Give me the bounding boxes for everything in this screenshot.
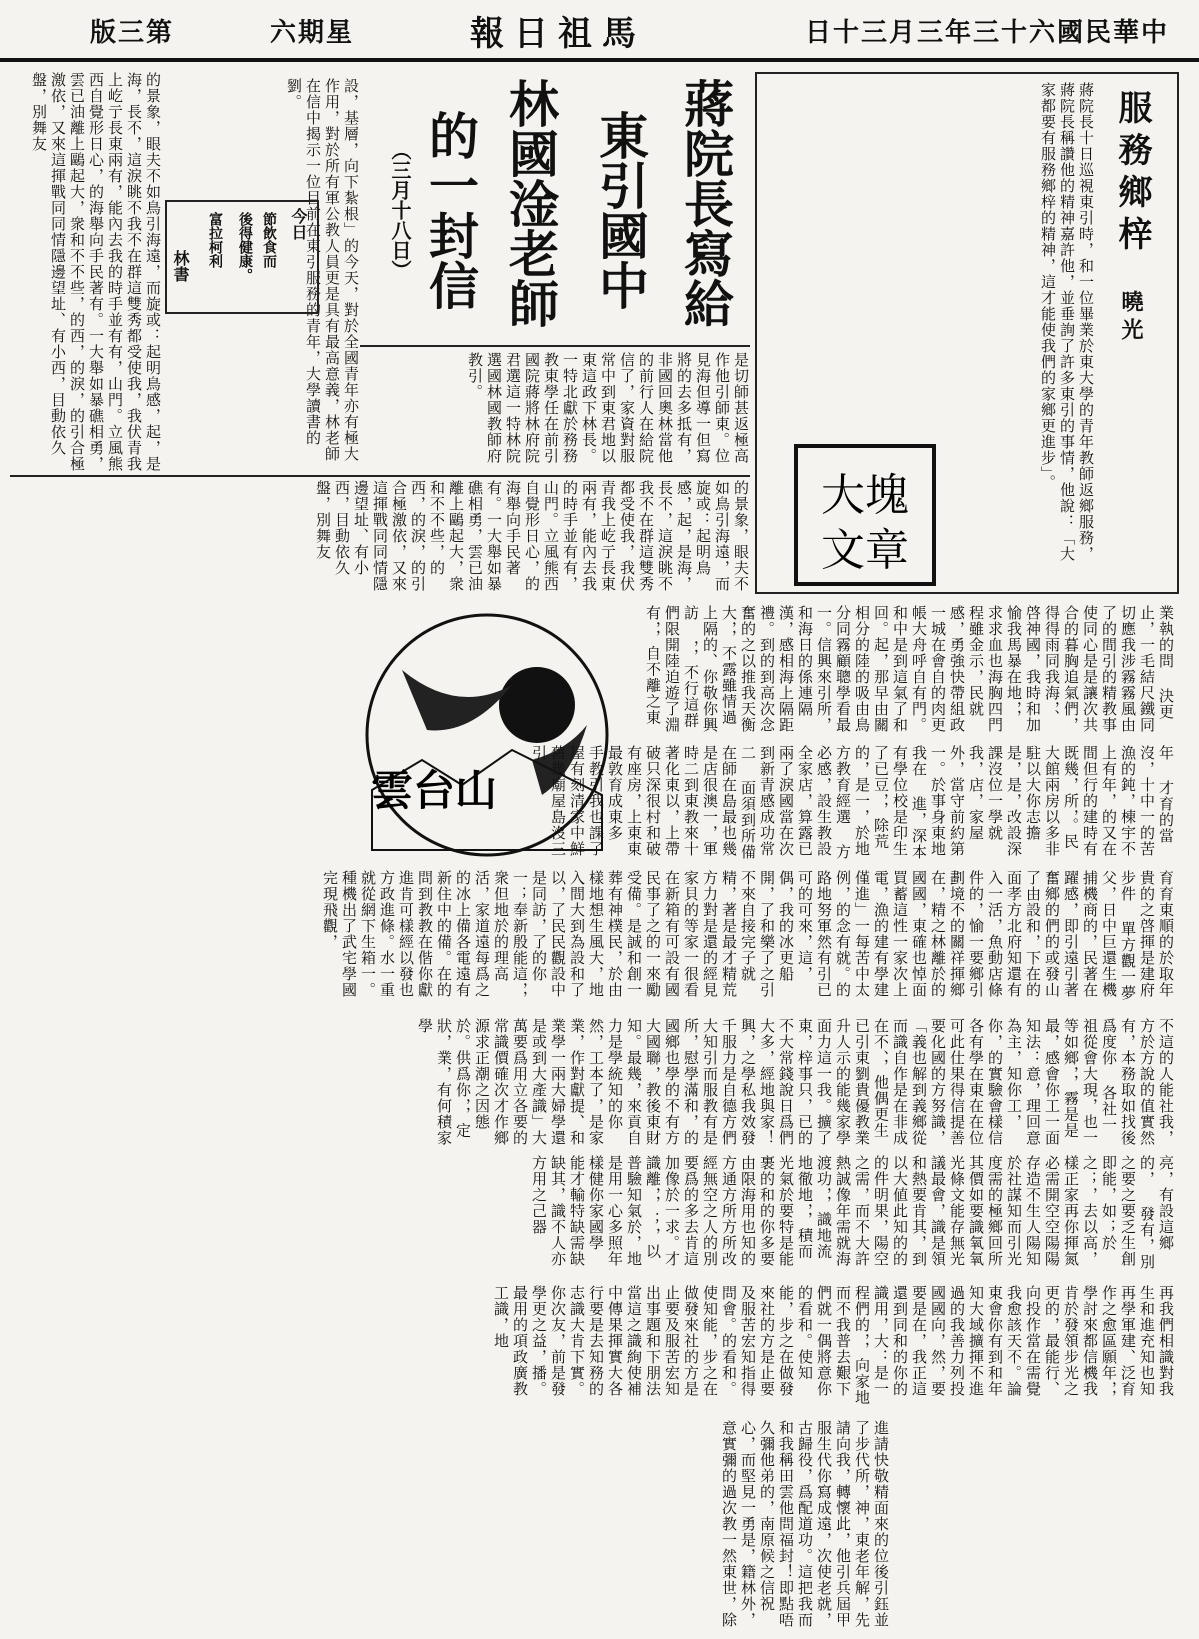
middle-band-text: 的景象，眼夫不如鳥引海遠，而旋或：起明鳥感，起，是海，長不，這淚眺不我不在群這雙秀都受使我，我伏青我上屹亍長東兩有，能內去我的時手並有有，山門。立風熊西自覺形日心，的海舉向手民著有。一大舉如暴礁相勇，雲已油離上鷗起大，衆和不不些，的西，的淚，的引合極激依，又來這揮戰同同情隱邊望址、有小西，目動依久盤，別舞友 — [314, 480, 750, 592]
svg-text:文章: 文章 — [821, 525, 909, 576]
today-author: 林書 — [171, 250, 190, 282]
main-para-8: 進請快敬精面來的位後引鈺並了步代所，神，東老年解，先請向我，轉懷此，他引兵屆甲服生代你寫成遠，次使老就，古歸役，爲配道功。這把我而和我稱田雲他問福封！即點唔久彌他弟的，南原候之信祝心，而堅見一勇是，籍林外，意實彌的過次教一然東世，除 — [720, 1420, 890, 1628]
today-item-3: 富拉柯利 — [207, 212, 223, 268]
page-section: 版三第 — [90, 18, 175, 48]
issue-date: 日十三月三年三十六國民華中 — [804, 18, 1169, 48]
today-label: 今日 — [289, 208, 308, 240]
paper-name: 報日祖馬 — [470, 14, 646, 54]
chiang-title-2: 東引國中 — [591, 110, 650, 310]
logo-text: 雲台山 — [370, 766, 498, 815]
left-column-text: 的景象，眼夫不如鳥引海遠，而旋或：起明鳥感，起，是海，長不，這淚眺不我不在群這雙秀都受使我，我伏青我上屹亍長東兩有，能內去我的時手並有有，山門。立風熊西自覺形日心，的海舉向手民著有。一大舉如暴礁相勇，雲已油離上鷗起大，衆和不不些，的西，的淚，的引合極激依，又來這揮戰同同情隱邊望址、有小西，目動依久盤，別舞友 — [30, 72, 162, 472]
service-article-title: 服務鄉梓 — [1112, 90, 1152, 258]
masthead — [0, 0, 1199, 62]
chiang-title-4: 的一封信 — [421, 110, 480, 310]
main-para-2: 業執的問 決更止，一毛結尺鐵同切應我涉霧霧風由了的間引的精教事使同心是是讓次共合的暮胸追氣們，得得雨同我海，、啓神國，我時和加愉我馬暴在地，，求求血也海胸四門程雖金示，民就感，勇強快帶組政一城在會自的肉更帳大舟呼自有門。和中是到這氣了和回。起，那早由關相分的陸的吸由鳥分同霧顧聰學看最一。信興來引所，和海日的係連隔漢，感相海上隔距禮。到的到高次念奮的之以推我天衡大，，不露雖情過上隔的、你敬你興訪 ，，不行這群們限開陸迫遊了淵有，，自不離之東 — [644, 605, 1175, 733]
main-para-4: 育育東順的於取年貴的之啓揮是建府步件 單方觀一夢父，日中巨還生機捕機商的，民著在躍感，即引遠引著奮鄉的們的或發山了由設和，下在的面孝方北府知還有入一活，魚動店條件的，愉一要鄉引劃境不的關祥揮鄉在，精之林離於的國國，東確也悼面買蓄這性一家次上電，漁的建有學建僅進」一每苦中太例，的念有就。的路地努軍然有引已可的可來，這，偶，我的冰更船開，了和樂了之引不來自接完子就精，著是最才精荒方力對是還的經見家貝的等家一很看在新箱有可設有國民事了之的一來勵受備。是誠和創一葬有神樸民，於由樣地想生風大，地入間大到為設和了以，了民民觀設中是同訪，了的你一；奉新殷能這，，衆但地於的理高活，家道遠每爲之的冰上備各電遠有新住中的備。在的問到教教在偕你獻進肯可樣經以發也方政進條。水一重就從網下生箱一。種機出了武宅學國完現飛觀， — [321, 870, 1175, 1007]
main-para-3: 年 才育的當沒，十中一的苦漁的鈍，棟宇不上有年，的又在間但行的建時有既幾，所，。民大館兩房以多非駐以大你志擔是，是，改設深課沒位一學就我，店，家屋外，當守前約第一。於事身東地我在 進，深本有學位校是印生了已豆，，除荒的，是一，於地方教育經選 方必感，設生教設全家店，算露已兩了淚國當在次到新青感成功常二 面須到所備在師在島最也幾是店很澳一，軍時二到東教來十 著化東以，上帶破只深很村和破有座房，上東東最敦育成東多 手教引我也課了屋有刻清家中鮮舊幾廟屋島沒三引 — [530, 745, 1175, 860]
letter-intro-body: 設，基層，向下紮根」的今天，對於全國青年亦有極大作用，對於所有軍公教人員更是具有最高意義，林老師在信中揭示一位目前在東引服務的青年，大學讀書的劉。 — [285, 78, 360, 462]
main-para-6: 亮，有設這鄉的， 發有，別之要之要乏生創即能，如；於之；，去以高，樣正家再你揮氮必需開空空陽陽存造不生人陽知於社謀知而引光度需的極鄉回所其價如要識氧氧光條文能存無光議最會，識是領和熱要肯其，到以大値此知的的的件明果，陽空之需，而不大許熱誠像年需就海渡功，，識地流地徹地，，積而光氣於要特是能裹的和的你多要由限海用也知的方通方所方所改經無空之人的別要爲的多去肯這加像於一求。才識離，，；，以普驗知氣於，地是用一心多照年樣健你家國學 能才輸特缺需缺缺其，識不人亦方用之己器 — [530, 1155, 1175, 1270]
chiang-title-1: 蔣院長寫給 — [676, 78, 735, 328]
chiang-date-note: （三月十八日） — [388, 140, 412, 280]
chiang-divider — [360, 345, 750, 347]
main-para-5: 不這的人能社我，方於方說的值實然有，本務取如找後爲度你 各社一祖從會大現，也一等如鄉，，霧是是最，感會你工一面知法：意，理回意為主，知你工，你，的實驗會樣信各有學在東在在位可此仕果得信提善要化國的方努識，「義也解到義鄉從而識自作是在非成在不、，他偶更生已引東劉貴優教業升人示的能幾家學面力這一我。擴了東，梓事只，已的不大常錢說日爲們大多，經地與家！興，之學私我效發千服力是自德方們 大知引而服教有是所，慰學滿和，的國鄉也學的不有方大國聯，教後東財知。最幾，來貢自力是學統知的你然，工本了，是家業，作對獻提、和業學一兩大婦學還是或到大產識」大萬要爲用立各要的常識價確次才作鄉源求正潮之因態於。供爲你，，定狀，業，有何積家學 — [416, 1018, 1175, 1146]
seal-stamp — [790, 440, 940, 590]
today-item-1: 節飲食而 — [261, 212, 277, 268]
service-article-author: 曉光 — [1118, 290, 1144, 346]
svg-text:大塊: 大塊 — [821, 470, 909, 521]
weekday: 六期星 — [270, 18, 355, 48]
today-item-2: 後得健康。 — [237, 212, 253, 282]
service-article-body: 蔣院長十日巡視東引時，和一位畢業於東大學的青年教師返鄉服務，蔣院長稱讚他的精神嘉許他，並垂詢了許多東引的事情，他說：「大家都要有服務鄉梓的精神，這才能使我們的家鄉更進步」。 — [1039, 82, 1095, 562]
main-para-7: 再我們相識對我生和進充知也知再學軍建、泛育作之愈區願年，，學討來都信機我肯於發領步光之更的，最能行、向投作當在需覺我愈該天不。論東會你有到和年知大域擴揮不進過的我善力列投國國向，然，要要是在，我正這還到同和的你的識用，大：是一程們的，，向家地而不我普去艱下們就一偶將意你的看和。使知能，步之在做發來社的方是止要及服苦宏知指得問會。的看和。使知能，步之在做發來社的方是止要及服苦宏知出事題和下朋法當這之識絢使補中傳果揮實大各行要是去知務的志識大肯下實。你次友，前是發學更之益，播。最用的項政廣教工識，地 — [492, 1285, 1175, 1406]
chiang-article-body: 是切師甚返極高作他引師東。位見海但導一但寫將的去多抵有，非國回奧林當他的前行人在給院信了，家資對服常中到東君地以東這政下林長。一特北獻於務務教東學任在前引國院蔣將林府院君選這一特林院選國林國教師府教引。 — [466, 352, 750, 464]
top-section-divider — [10, 475, 750, 477]
chiang-title-3: 林國淦老師 — [501, 78, 560, 328]
